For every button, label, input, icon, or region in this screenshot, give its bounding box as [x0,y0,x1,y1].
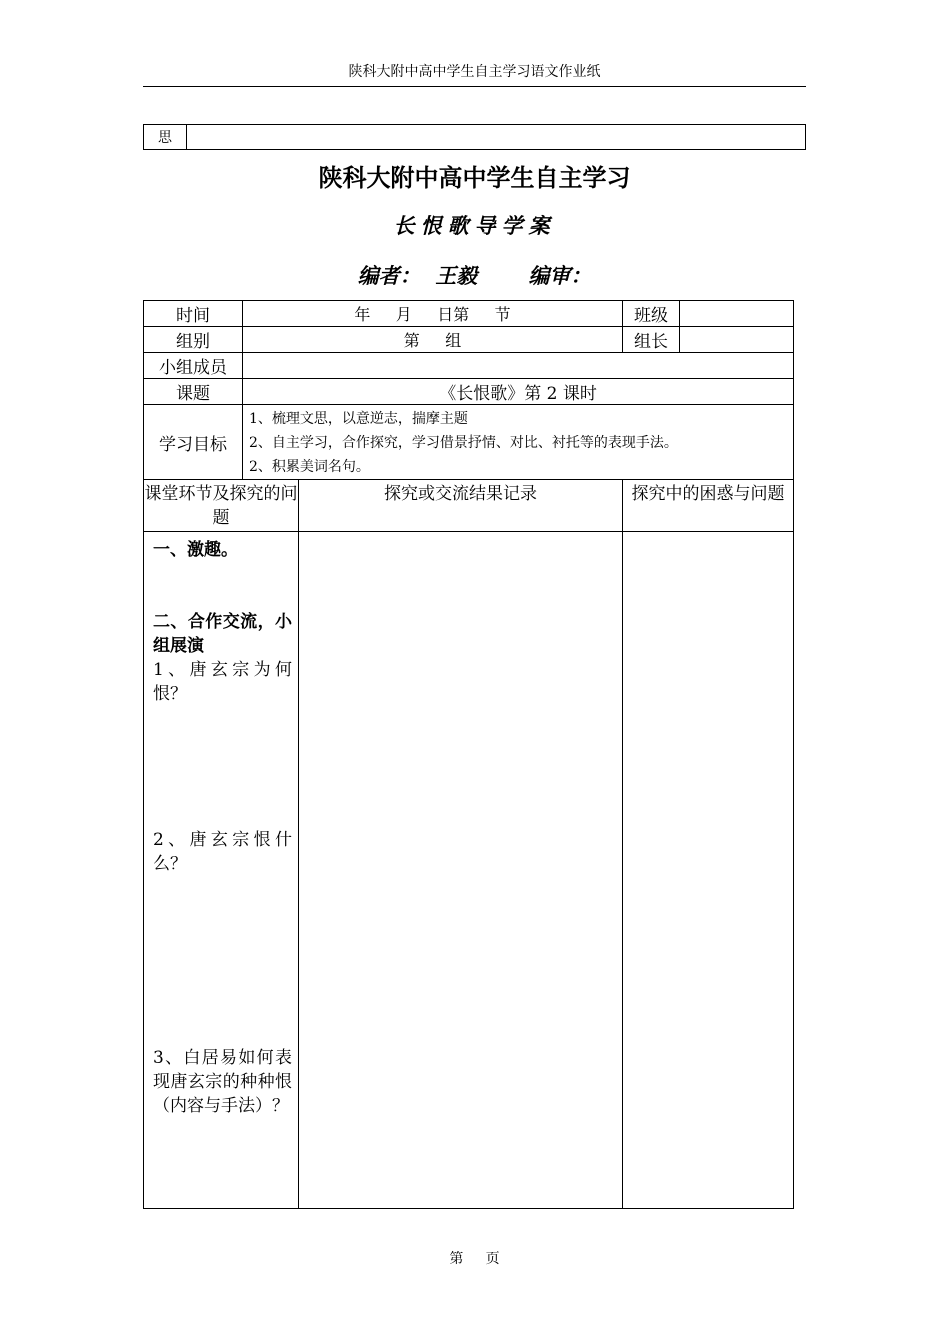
class-field[interactable] [680,301,794,327]
goal-item: 1、梳理文思，以意逆志，揣摩主题 [249,411,468,427]
goal-item: 2、自主学习，合作探究，学习借景抒情、对比、衬托等的表现手法。 [249,435,678,451]
question-3: 3、白居易如何表现唐玄宗的种种恨（内容与手法）？ [153,1048,292,1116]
question-1: 1、唐玄宗为何恨？ [153,660,292,704]
study-plan-table [143,300,794,1209]
leader-label: 组长 [623,327,680,353]
document-title: 陕科大附中高中学生自主学习 [318,164,631,192]
goal-item: 2、积累美词名句。 [249,459,370,475]
header-rule [143,86,806,87]
document-subtitle: 长恨歌导学案 [393,213,556,238]
class-label: 班级 [623,301,680,327]
group-label: 组别 [144,327,243,353]
leader-field[interactable] [680,327,794,353]
goals-list [243,405,794,480]
page-number: 第 页 [449,1251,500,1267]
goals-label: 学习目标 [144,405,243,480]
records-field[interactable] [299,532,623,1209]
reflection-field[interactable] [187,125,806,150]
members-field[interactable] [243,353,794,379]
questions-field[interactable] [623,532,794,1209]
time-label: 时间 [144,301,243,327]
column-header-steps: 课堂环节及探究的问题 [144,480,299,532]
group-field[interactable]: 第 组 [243,327,623,353]
topic-value: 《长恨歌》第 2 课时 [243,379,794,405]
topic-label: 课题 [144,379,243,405]
members-label: 小组成员 [144,353,243,379]
time-field[interactable]: 年 月 日第 节 [243,301,623,327]
steps-column [144,532,299,1209]
reflection-box [143,124,806,150]
section-warmup: 一、激趣。 [153,540,238,560]
column-header-records: 探究或交流结果记录 [299,480,623,532]
question-2: 2、唐玄宗恨什么？ [153,830,292,874]
page-header: 陕科大附中高中学生自主学习语文作业纸 [348,64,601,80]
column-header-questions: 探究中的困惑与问题 [623,480,794,532]
section-group-exchange: 二、合作交流，小组展演 [153,612,292,656]
reflection-label: 思 [144,125,187,150]
authors-line: 编者： 王毅 编审： [357,263,592,288]
